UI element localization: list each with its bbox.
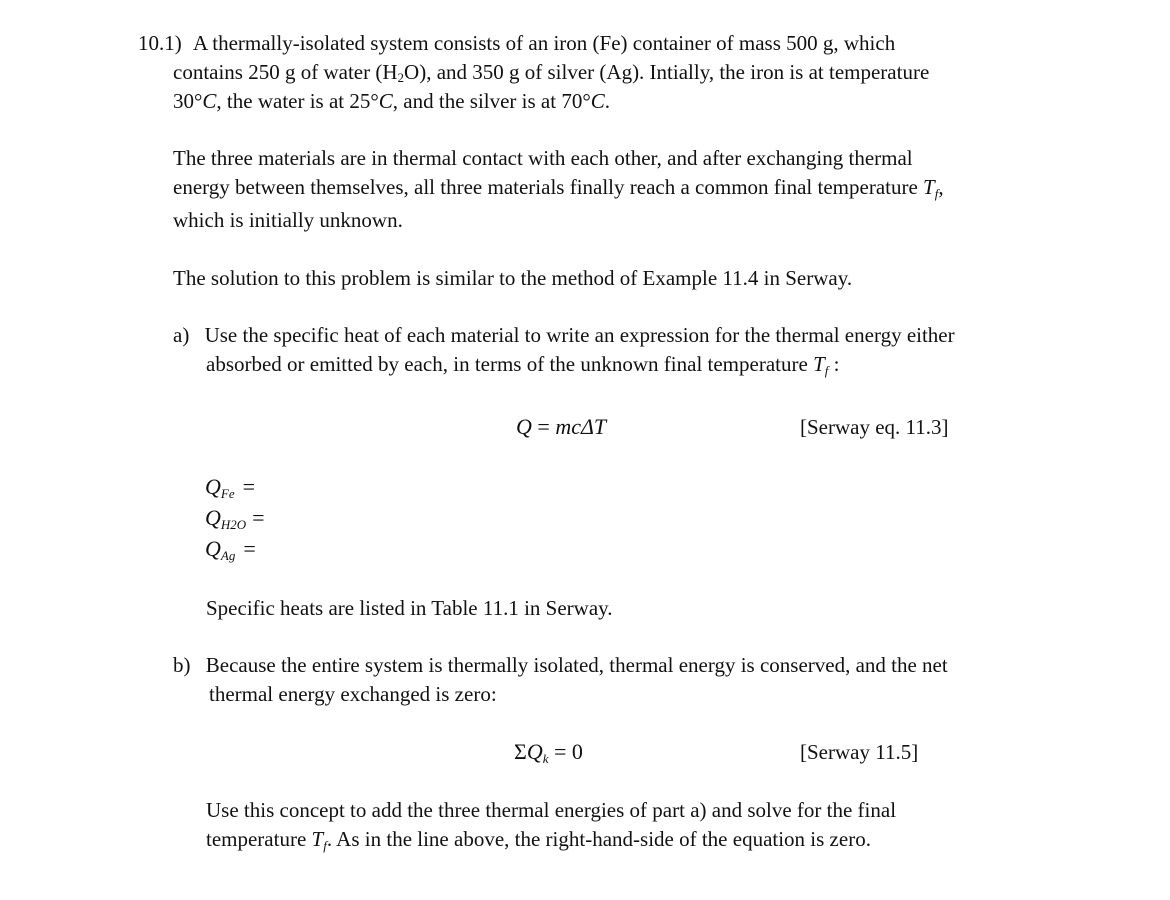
- q-h2o-blank: $Q_{H2O}$ =: [205, 505, 265, 532]
- q-ag-blank: $Q_{Ag}$ =: [205, 536, 256, 563]
- part-a-line-1: a) Use the specific heat of each material to write an expression for the thermal energy either: [173, 323, 955, 347]
- final-line-1: Use this concept to add the three thermal energies of part a) and solve for the final: [206, 798, 897, 822]
- equation-q-mcdt: Q = mcΔT: [516, 414, 607, 439]
- final-line-2: temperature $T_f$. As in the line above, the right-hand-side of the equation is zero.: [206, 827, 871, 853]
- problem-number: 10.1): [138, 31, 182, 55]
- part-a-line-2: absorbed or emitted by each, in terms of the unknown final temperature $T_f$ :: [206, 352, 840, 378]
- intro-line-1: 10.1) A thermally-isolated system consists of an iron (Fe) container of mass 500 g, which: [138, 31, 896, 55]
- para2-line-3: which is initially unknown.: [173, 208, 403, 232]
- part-b-line-2: thermal energy exchanged is zero:: [209, 682, 497, 706]
- equation-sum-qk: $\Sigma Q_k = 0$: [514, 739, 583, 766]
- para2-line-2: energy between themselves, all three materials finally reach a common final temperature $T_f$,: [173, 175, 944, 201]
- intro-line-3: 30°C, the water is at 25°C, and the silver is at 70°C.: [173, 89, 611, 113]
- equation-ref-11-5: [Serway 11.5]: [800, 740, 919, 764]
- equation-ref-11-3: [Serway eq. 11.3]: [800, 415, 949, 439]
- part-a-note: Specific heats are listed in Table 11.1 in Serway.: [206, 596, 613, 620]
- part-b-line-1: b) Because the entire system is thermally isolated, thermal energy is conserved, and the net: [173, 653, 948, 677]
- part-a-label: a): [173, 323, 190, 347]
- para2-line-1: The three materials are in thermal contact with each other, and after exchanging thermal: [173, 146, 913, 170]
- intro-line-2: contains 250 g of water (H2O), and 350 g of silver (Ag). Intially, the iron is at temperature: [173, 60, 930, 85]
- q-fe-blank: $Q_{Fe}$ =: [205, 474, 256, 501]
- part-b-label: b): [173, 653, 191, 677]
- para3-line: The solution to this problem is similar to the method of Example 11.4 in Serway.: [173, 266, 853, 290]
